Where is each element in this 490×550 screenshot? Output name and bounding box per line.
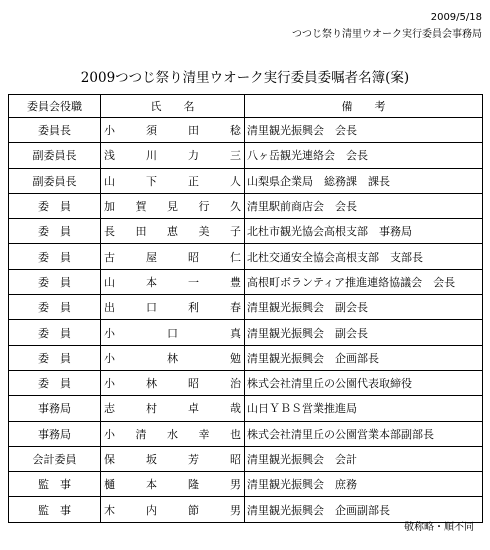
name-char: 須 [146,124,157,138]
header-note: 備 考 [245,95,483,118]
name-cell [101,497,245,522]
name-cell [101,269,245,294]
table-row [9,118,483,143]
name-char: 古 [104,250,115,264]
note-cell: 八ヶ岳観光連絡会 会長 [245,143,483,168]
name-char: 子 [230,225,241,239]
name-char: 春 [230,301,241,315]
name-char: 加 [104,200,115,214]
name-char: 木 [104,503,115,517]
name-char: 下 [146,174,157,188]
table-row [9,269,483,294]
name-char: 浅 [104,149,115,163]
name-char: 本 [146,275,157,289]
name-cell [101,118,245,143]
role-cell: 委 員 [9,295,101,320]
name-char: 清 [135,427,147,441]
note-cell: 北杜交通安全協会高根支部 支部長 [245,244,483,269]
name-char: 口 [167,326,178,340]
table-row [9,143,483,168]
name-char: 山 [104,275,115,289]
name-char: 男 [230,503,241,517]
table-body [9,118,483,523]
name-char: 川 [146,149,157,163]
name-cell [101,320,245,345]
name-char: 行 [198,200,210,214]
role-cell: 委 員 [9,345,101,370]
organization-name: つつじ祭り清里ウオーク実行委員会事務局 [292,29,482,40]
table-header-row [9,95,483,118]
name-char: 田 [188,124,199,138]
name-char: 治 [230,377,241,391]
note-cell: 清里観光振興会 庶務 [245,472,483,497]
note-cell: 清里駅前商店会 会長 [245,193,483,218]
name-char: 真 [230,326,241,340]
table-row [9,193,483,218]
name-char: 三 [230,149,241,163]
name-char: 小 [104,326,115,340]
role-cell: 委 員 [9,193,101,218]
name-char: 坂 [146,453,157,466]
role-cell: 委 員 [9,370,101,395]
name-char: 小 [104,427,115,441]
name-cell [101,396,245,421]
name-cell [101,472,245,497]
name-cell [101,168,245,193]
name-char: 卓 [188,402,199,416]
table-row [9,370,483,395]
name-char: 保 [104,453,115,466]
name-cell [101,421,245,446]
name-char: 林 [146,377,157,391]
note-cell: 株式会社清里丘の公園営業本部副部長 [245,421,483,446]
name-char: 水 [167,427,178,441]
name-char: 勉 [230,351,241,365]
name-char: 哉 [230,402,241,416]
header-role: 委員会役職 [9,95,101,118]
note-cell: 山日ＹＢＳ営業推進局 [245,396,483,421]
role-cell: 副委員長 [9,168,101,193]
name-char: 田 [135,225,147,239]
role-cell: 委 員 [9,320,101,345]
note-cell: 清里観光振興会 会長 [245,118,483,143]
name-char: 山 [104,174,115,188]
name-char: 昭 [188,377,199,391]
table-row [9,345,483,370]
name-char: 一 [188,275,199,289]
name-char: 小 [104,351,115,365]
name-cell [101,244,245,269]
name-char: 小 [104,124,115,138]
name-char: 久 [230,200,241,214]
name-char: 力 [188,149,199,163]
note-cell: 清里観光振興会 副会長 [245,320,483,345]
name-char: 恵 [167,225,178,239]
name-char: 志 [104,402,115,416]
table-row [9,472,483,497]
name-char: 仁 [230,250,241,264]
role-cell: 監 事 [9,497,101,522]
name-char: 屋 [146,250,157,264]
name-char: 稔 [230,124,241,138]
table-row [9,320,483,345]
committee-roster-table [8,94,483,523]
note-cell: 山梨県企業局 総務課 課長 [245,168,483,193]
note-cell: 清里観光振興会 企画部長 [245,345,483,370]
name-char: 村 [146,402,157,416]
name-char: 内 [146,503,157,517]
name-char: 見 [167,200,178,214]
name-char: 出 [104,301,115,315]
table-row [9,446,483,471]
name-char: 昭 [188,250,199,264]
name-cell [101,193,245,218]
role-cell: 委員長 [9,118,101,143]
name-char: 節 [188,503,199,517]
name-char: 口 [146,301,157,315]
name-cell [101,219,245,244]
table-row [9,244,483,269]
role-cell: 委 員 [9,244,101,269]
footnote: 敬称略・順不同 [404,522,474,533]
role-cell: 副委員長 [9,143,101,168]
name-char: 本 [146,478,157,492]
note-cell: 株式会社清里丘の公園代表取締役 [245,370,483,395]
table-row [9,396,483,421]
role-cell: 事務局 [9,421,101,446]
note-cell: 清里観光振興会 副会長 [245,295,483,320]
name-char: 賀 [135,200,147,214]
role-cell: 会計委員 [9,446,101,471]
name-cell [101,446,245,471]
name-char: 芳 [188,453,199,466]
table-row [9,295,483,320]
name-char: 幸 [198,427,210,441]
name-char: 隆 [188,478,199,492]
role-cell: 委 員 [9,219,101,244]
note-cell: 清里観光振興会 企画副部長 [245,497,483,522]
name-char: 人 [230,174,241,188]
table-row [9,421,483,446]
role-cell: 事務局 [9,396,101,421]
note-cell: 北杜市観光協会高根支部 事務局 [245,219,483,244]
name-char: 昭 [230,453,241,466]
name-char: 也 [230,427,241,441]
name-char: 林 [167,351,178,365]
header-name: 氏 名 [101,95,245,118]
role-cell: 委 員 [9,269,101,294]
document-date: 2009/5/18 [430,12,482,23]
note-cell: 清里観光振興会 会計 [245,446,483,471]
name-char: 小 [104,377,115,391]
role-cell: 監 事 [9,472,101,497]
name-cell [101,295,245,320]
name-char: 長 [104,225,115,239]
name-char: 豊 [230,275,241,289]
name-cell [101,370,245,395]
name-char: 美 [198,225,210,239]
document-title: 2009つつじ祭り清里ウオーク実行委員委嘱者名簿(案) [80,70,410,86]
name-char: 利 [188,301,199,315]
table-row [9,219,483,244]
name-char: 樋 [104,478,115,492]
name-cell [101,345,245,370]
table-row [9,168,483,193]
name-char: 正 [188,174,199,188]
name-cell [101,143,245,168]
note-cell: 高根町ボランティア推進連絡協議会 会長 [245,269,483,294]
name-char: 男 [230,478,241,492]
